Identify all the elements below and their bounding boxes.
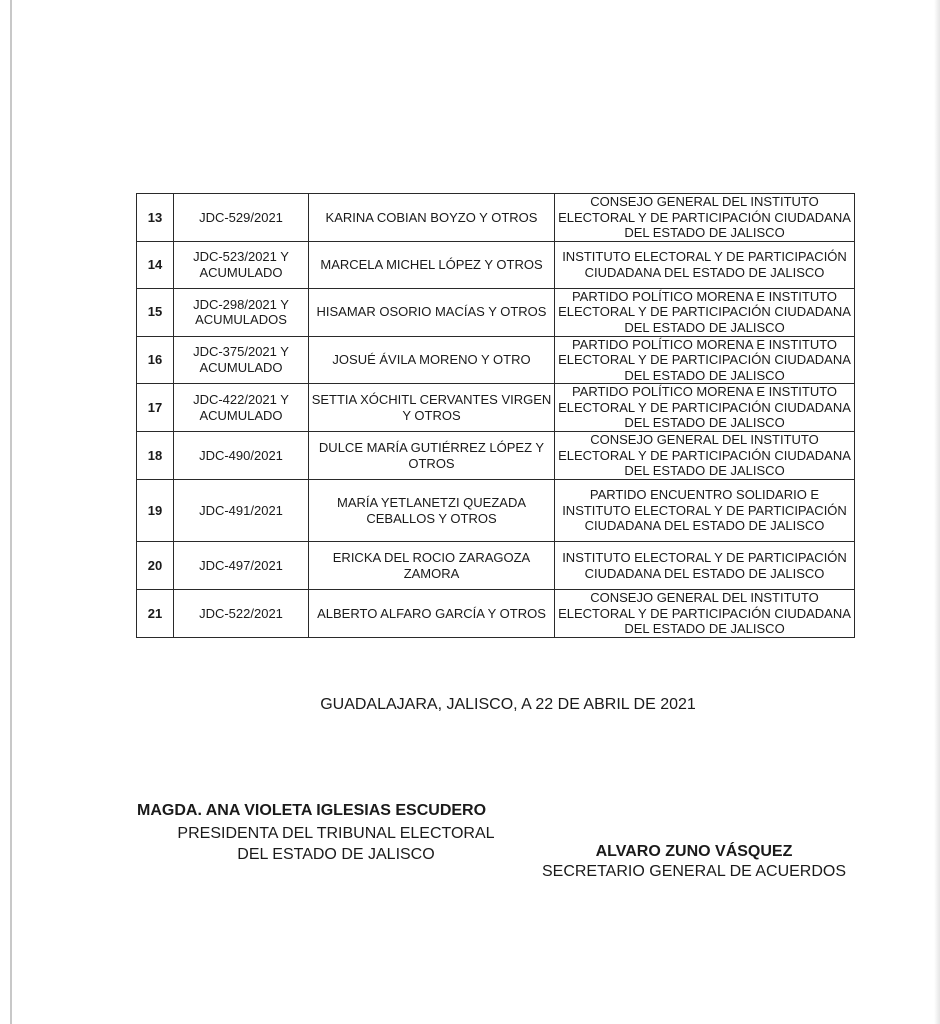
place-and-date: GUADALAJARA, JALISCO, A 22 DE ABRIL DE 2021 <box>320 696 696 713</box>
plaintiff: MARCELA MICHEL LÓPEZ Y OTROS <box>309 241 555 288</box>
plaintiff: KARINA COBIAN BOYZO Y OTROS <box>309 194 555 242</box>
page-edge-left <box>10 0 12 1024</box>
plaintiff: MARÍA YETLANETZI QUEZADA CEBALLOS Y OTROS <box>309 480 555 542</box>
case-number: JDC-491/2021 <box>174 480 309 542</box>
responsible-authority: CONSEJO GENERAL DEL INSTITUTO ELECTORAL Y DE PARTICIPACIÓN CIUDADANA DEL ESTADO DE JALISCO <box>555 432 855 480</box>
plaintiff: SETTIA XÓCHITL CERVANTES VIRGEN Y OTROS <box>309 384 555 432</box>
table-row <box>137 241 855 288</box>
plaintiff: HISAMAR OSORIO MACÍAS Y OTROS <box>309 288 555 336</box>
case-number: JDC-298/2021 Y ACUMULADOS <box>174 288 309 336</box>
row-number: 21 <box>137 590 174 638</box>
case-number: JDC-375/2021 Y ACUMULADO <box>174 336 309 384</box>
row-number: 19 <box>137 480 174 542</box>
responsible-authority: PARTIDO POLÍTICO MORENA E INSTITUTO ELECTORAL Y DE PARTICIPACIÓN CIUDADANA DEL ESTADO DE JALISCO <box>555 384 855 432</box>
president-name: MAGDA. ANA VIOLETA IGLESIAS ESCUDERO <box>137 802 487 819</box>
responsible-authority: INSTITUTO ELECTORAL Y DE PARTICIPACIÓN CIUDADANA DEL ESTADO DE JALISCO <box>555 542 855 590</box>
row-number: 17 <box>137 384 174 432</box>
responsible-authority: INSTITUTO ELECTORAL Y DE PARTICIPACIÓN CIUDADANA DEL ESTADO DE JALISCO <box>555 241 855 288</box>
row-number: 18 <box>137 432 174 480</box>
row-number: 16 <box>137 336 174 384</box>
president-title-line2: DEL ESTADO DE JALISCO <box>237 846 435 863</box>
table-row <box>137 542 855 590</box>
row-number: 14 <box>137 241 174 288</box>
responsible-authority: PARTIDO ENCUENTRO SOLIDARIO E INSTITUTO ELECTORAL Y DE PARTICIPACIÓN CIUDADANA DEL ESTADO DE JALISCO <box>555 480 855 542</box>
plaintiff: ALBERTO ALFARO GARCÍA Y OTROS <box>309 590 555 638</box>
responsible-authority: CONSEJO GENERAL DEL INSTITUTO ELECTORAL Y DE PARTICIPACIÓN CIUDADANA DEL ESTADO DE JALISCO <box>555 590 855 638</box>
page-edge-right <box>934 0 940 1024</box>
case-number: JDC-422/2021 Y ACUMULADO <box>174 384 309 432</box>
case-number: JDC-490/2021 <box>174 432 309 480</box>
case-number: JDC-522/2021 <box>174 590 309 638</box>
plaintiff: DULCE MARÍA GUTIÉRREZ LÓPEZ Y OTROS <box>309 432 555 480</box>
records-table <box>136 193 855 638</box>
row-number: 13 <box>137 194 174 242</box>
row-number: 15 <box>137 288 174 336</box>
responsible-authority: PARTIDO POLÍTICO MORENA E INSTITUTO ELECTORAL Y DE PARTICIPACIÓN CIUDADANA DEL ESTADO DE JALISCO <box>555 336 855 384</box>
case-number: JDC-523/2021 Y ACUMULADO <box>174 241 309 288</box>
row-number: 20 <box>137 542 174 590</box>
case-number: JDC-529/2021 <box>174 194 309 242</box>
secretary-name: ALVARO ZUNO VÁSQUEZ <box>595 843 793 860</box>
responsible-authority: PARTIDO POLÍTICO MORENA E INSTITUTO ELECTORAL Y DE PARTICIPACIÓN CIUDADANA DEL ESTADO DE JALISCO <box>555 288 855 336</box>
table-row <box>137 480 855 542</box>
table-row <box>137 194 855 242</box>
table-row <box>137 432 855 480</box>
president-title <box>137 823 535 865</box>
president-title-line1: PRESIDENTA DEL TRIBUNAL ELECTORAL <box>177 825 495 842</box>
plaintiff: JOSUÉ ÁVILA MORENO Y OTRO <box>309 336 555 384</box>
table-row <box>137 384 855 432</box>
table-row <box>137 336 855 384</box>
case-number: JDC-497/2021 <box>174 542 309 590</box>
responsible-authority: CONSEJO GENERAL DEL INSTITUTO ELECTORAL Y DE PARTICIPACIÓN CIUDADANA DEL ESTADO DE JALISCO <box>555 194 855 242</box>
plaintiff: ERICKA DEL ROCIO ZARAGOZA ZAMORA <box>309 542 555 590</box>
table-row <box>137 288 855 336</box>
secretary-title: SECRETARIO GENERAL DE ACUERDOS <box>541 863 847 880</box>
table-row <box>137 590 855 638</box>
